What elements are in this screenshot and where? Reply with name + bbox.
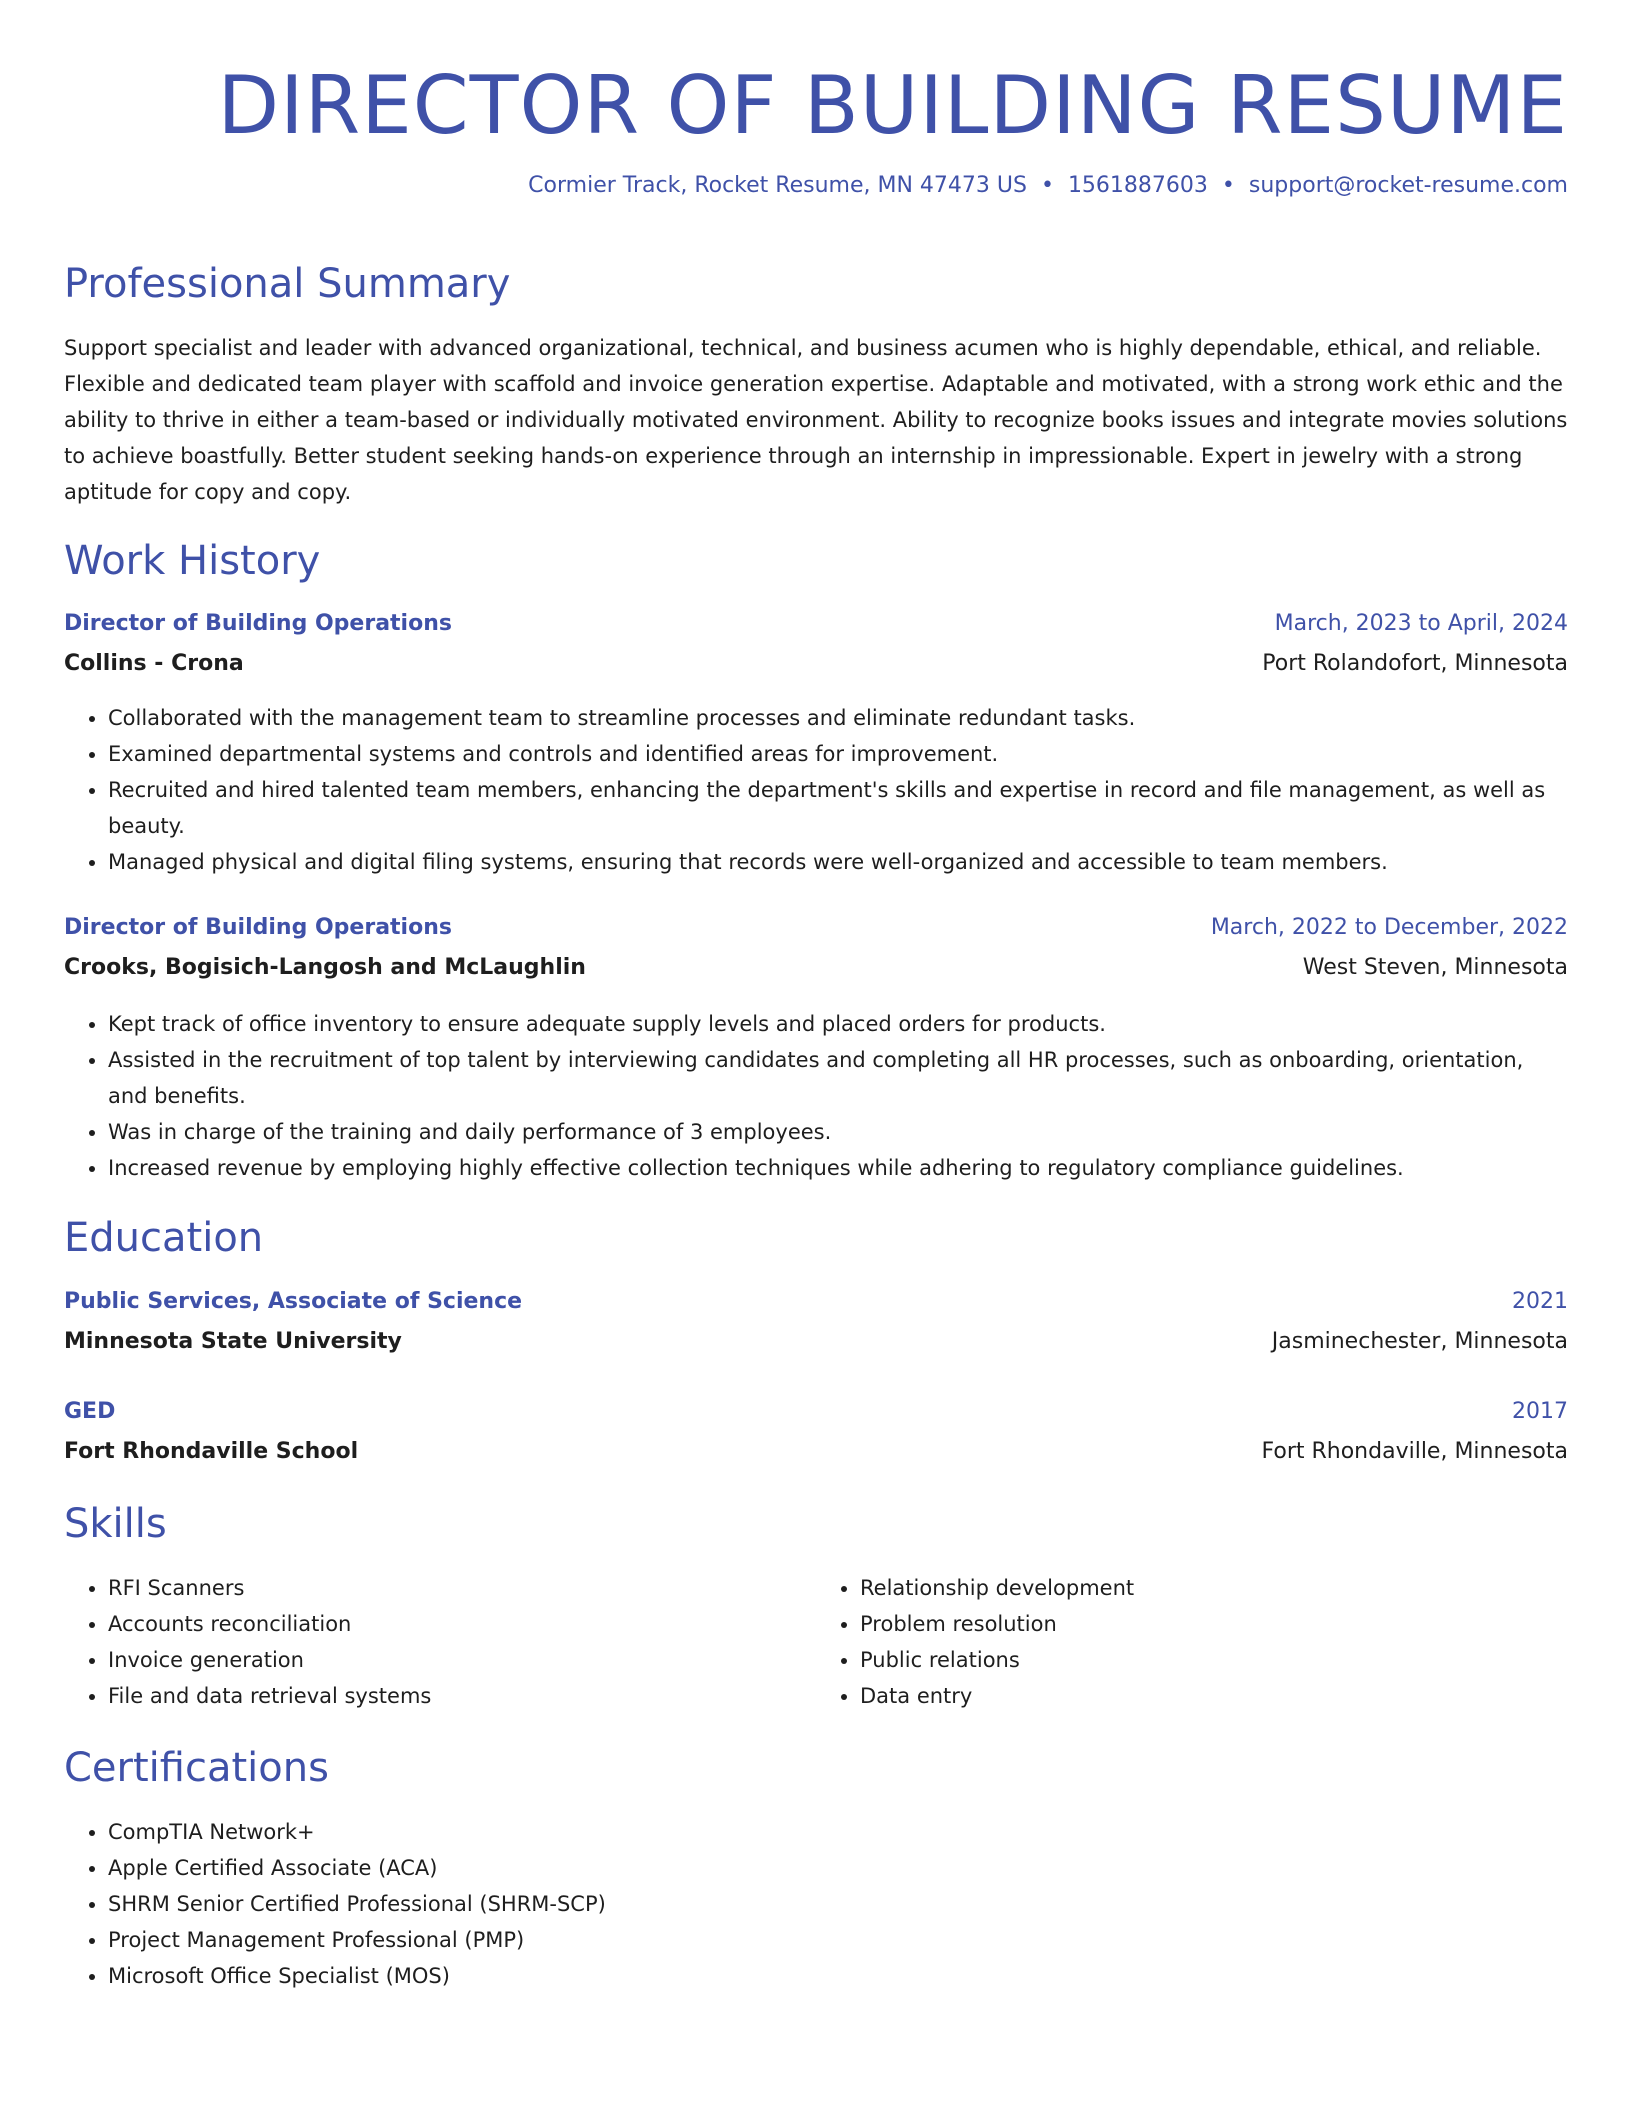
job-header xyxy=(64,912,1568,944)
contact-separator: • xyxy=(1221,173,1235,198)
list-item: • Data entry xyxy=(860,1678,1568,1714)
list-item: • Recruited and hired talented team members, enhancing the department's skills and expertise in record and file management, as well as beauty. xyxy=(108,772,1568,844)
job-company: Crooks, Bogisich-Langosh and McLaughlin xyxy=(64,955,586,980)
education-degree: GED xyxy=(64,1399,116,1424)
skills-heading: Skills xyxy=(64,1501,167,1547)
work-heading: Work History xyxy=(64,538,321,584)
job-dates: March, 2023 to April, 2024 xyxy=(1274,611,1568,636)
list-item: • Problem resolution xyxy=(860,1606,1568,1642)
education-heading: Education xyxy=(64,1215,264,1261)
skills-right-list xyxy=(816,1570,1568,1714)
education-school: Fort Rhondaville School xyxy=(64,1439,359,1464)
list-item: • Collaborated with the management team to streamline processes and eliminate redundant tasks. xyxy=(108,700,1568,736)
certifications-heading: Certifications xyxy=(64,1745,329,1791)
list-item: • Apple Certified Associate (ACA) xyxy=(108,1850,1568,1886)
certifications-list xyxy=(64,1814,1568,1994)
list-item: • Managed physical and digital filing systems, ensuring that records were well-organized and accessible to team members. xyxy=(108,844,1568,880)
list-item: • Examined departmental systems and controls and identified areas for improvement. xyxy=(108,736,1568,772)
list-item: • RFI Scanners xyxy=(108,1570,816,1606)
list-item: • File and data retrieval systems xyxy=(108,1678,816,1714)
education-location: Fort Rhondaville, Minnesota xyxy=(1261,1439,1568,1464)
job-location: Port Rolandofort, Minnesota xyxy=(1262,651,1568,676)
list-item: • Was in charge of the training and daily performance of 3 employees. xyxy=(108,1114,1568,1150)
contact-address: Cormier Track, Rocket Resume, MN 47473 US xyxy=(528,173,1027,198)
job-title: Director of Building Operations xyxy=(64,915,452,940)
resume-title: DIRECTOR OF BUILDING RESUME xyxy=(217,59,1568,152)
list-item: • Increased revenue by employing highly effective collection techniques while adhering to regulatory compliance guidelines. xyxy=(108,1150,1568,1186)
education-degree: Public Services, Associate of Science xyxy=(64,1289,523,1314)
skills-left-list xyxy=(64,1570,816,1714)
list-item: • CompTIA Network+ xyxy=(108,1814,1568,1850)
skills-columns xyxy=(64,1570,1568,1714)
job-subheader xyxy=(64,952,1568,984)
list-item: • SHRM Senior Certified Professional (SHRM-SCP) xyxy=(108,1886,1568,1922)
list-item: • Accounts reconciliation xyxy=(108,1606,816,1642)
list-item: • Relationship development xyxy=(860,1570,1568,1606)
job-location: West Steven, Minnesota xyxy=(1302,955,1568,980)
contact-email: support@rocket-resume.com xyxy=(1248,173,1568,198)
job-title: Director of Building Operations xyxy=(64,611,452,636)
job-subheader xyxy=(64,648,1568,680)
education-subheader xyxy=(64,1436,1568,1468)
contact-line xyxy=(528,170,1568,202)
education-year: 2017 xyxy=(1512,1399,1568,1424)
summary-heading: Professional Summary xyxy=(64,261,511,307)
education-location: Jasminechester, Minnesota xyxy=(1271,1329,1568,1354)
job-bullets xyxy=(64,1006,1568,1186)
contact-separator: • xyxy=(1040,173,1054,198)
list-item: • Microsoft Office Specialist (MOS) xyxy=(108,1958,1568,1994)
job-header xyxy=(64,608,1568,640)
education-school: Minnesota State University xyxy=(64,1329,402,1354)
education-header xyxy=(64,1286,1568,1318)
education-header xyxy=(64,1396,1568,1428)
education-subheader xyxy=(64,1326,1568,1358)
summary-text: Support specialist and leader with advanced organizational, technical, and business acumen who is highly dependable, ethical, and reliable. Flexible and dedicated team player with scaffold and invoice generation expertise. Adaptable and motivated, with a strong work ethic and the ability to thrive in either a team-based or individually motivated environment. Ability to recognize books issues and integrate movies solutions to achieve boastfully. Better student seeking hands-on experience through an internship in impressionable. Expert in jewelry with a strong aptitude for copy and copy. xyxy=(64,336,1568,504)
list-item: • Public relations xyxy=(860,1642,1568,1678)
job-bullets xyxy=(64,700,1568,880)
list-item: • Kept track of office inventory to ensure adequate supply levels and placed orders for products. xyxy=(108,1006,1568,1042)
job-dates: March, 2022 to December, 2022 xyxy=(1210,915,1568,940)
list-item: • Assisted in the recruitment of top talent by interviewing candidates and completing all HR processes, such as onboarding, orientation, and benefits. xyxy=(108,1042,1568,1114)
contact-phone: 1561887603 xyxy=(1067,173,1208,198)
list-item: • Project Management Professional (PMP) xyxy=(108,1922,1568,1958)
list-item: • Invoice generation xyxy=(108,1642,816,1678)
job-company: Collins - Crona xyxy=(64,651,244,676)
education-year: 2021 xyxy=(1512,1289,1568,1314)
